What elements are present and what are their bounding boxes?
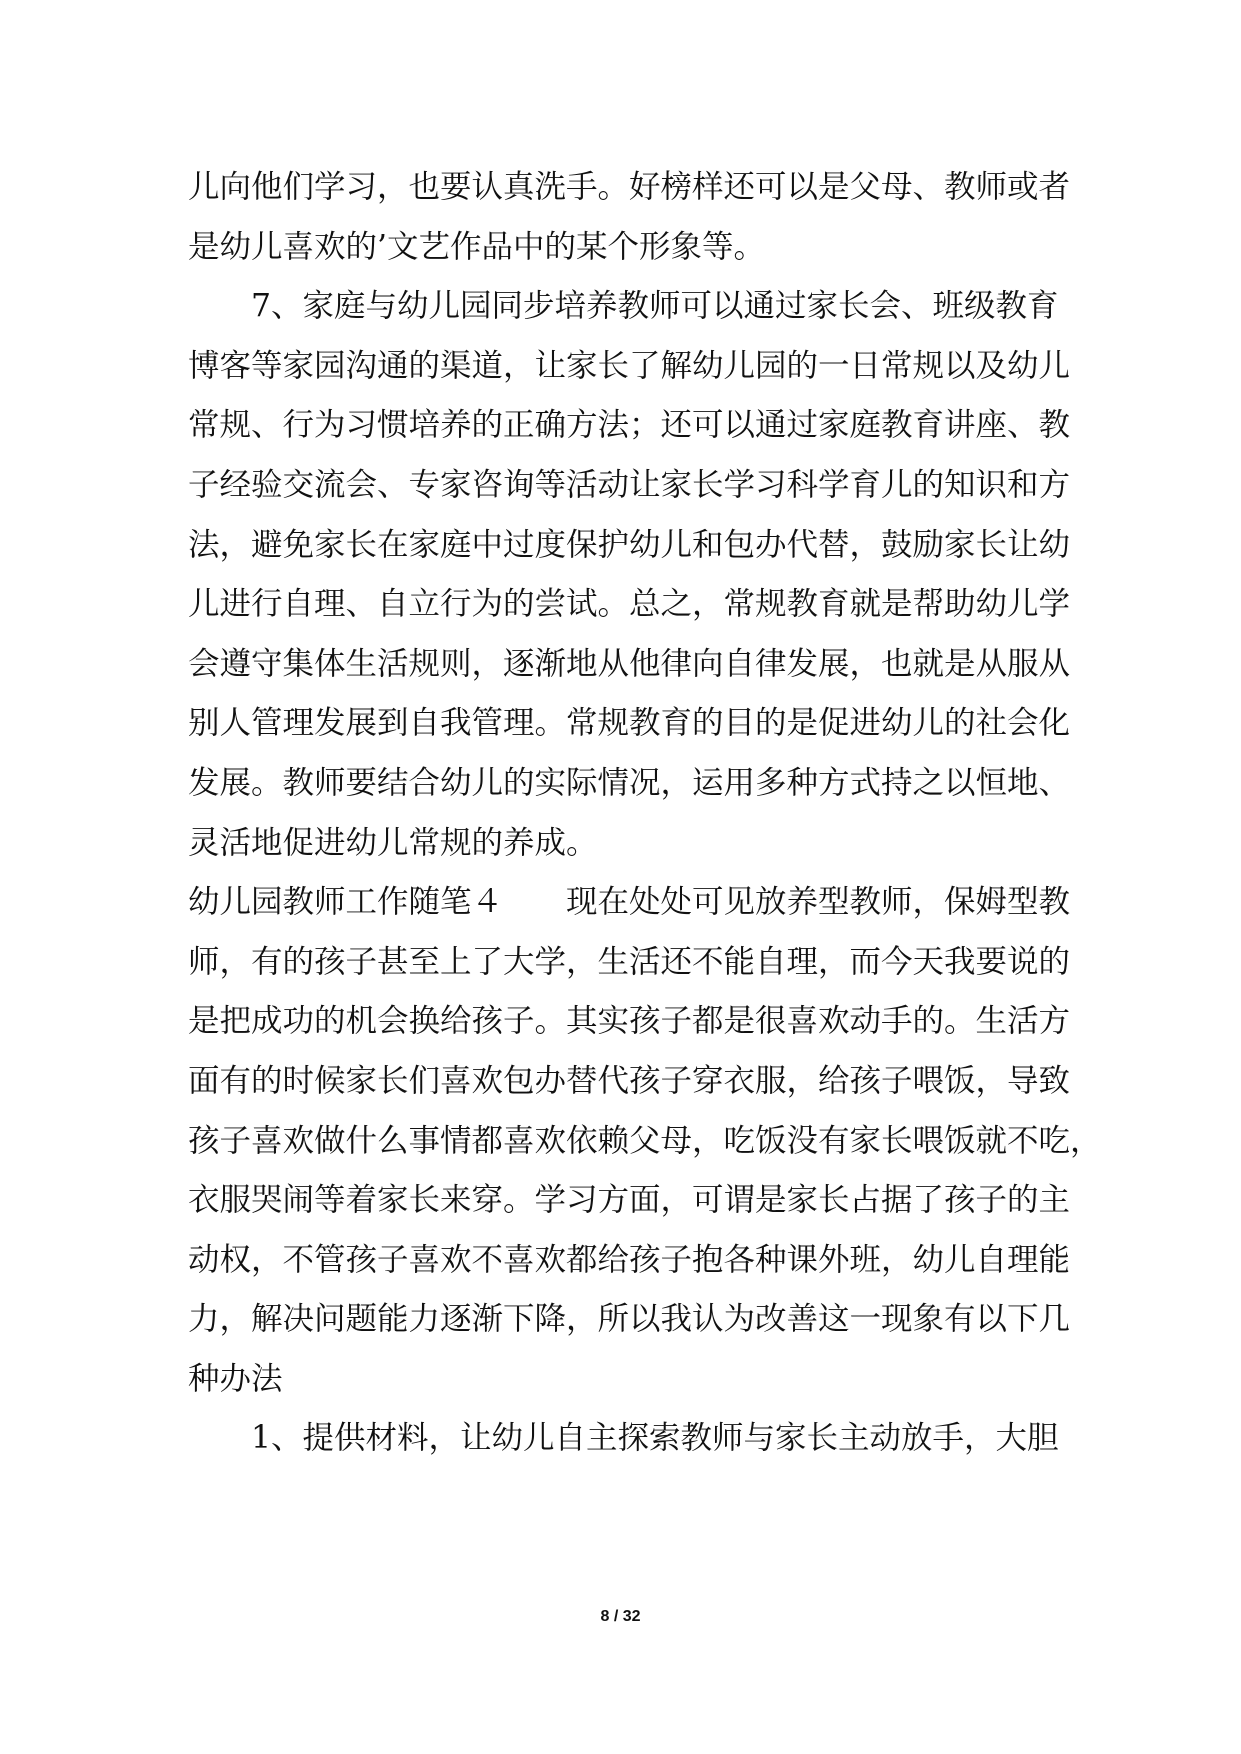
text-line: 衣服哭闹等着家长来穿。学习方面，可谓是家长占据了孩子的主 (188, 1182, 1071, 1219)
text-line: 1、提供材料，让幼儿自主探索教师与家长主动放手，大胆 (188, 1420, 1059, 1457)
text-line: 子经验交流会、专家咨询等活动让家长学习科学育儿的知识和方 (188, 466, 1071, 503)
text-line: 博客等家园沟通的渠道，让家长了解幼儿园的一日常规以及幼儿 (188, 347, 1071, 384)
text-line: 动权，不管孩子喜欢不喜欢都给孩子抱各种课外班，幼儿自理能 (188, 1241, 1071, 1278)
text-line: 会遵守集体生活规则，逐渐地从他律向自律发展，也就是从服从 (188, 645, 1071, 682)
text-line: 常规、行为习惯培养的正确方法；还可以通过家庭教育讲座、教 (188, 407, 1071, 444)
text-line: 别人管理发展到自我管理。常规教育的目的是促进幼儿的社会化 (188, 705, 1071, 742)
text-line: 7、家庭与幼儿园同步培养教师可以通过家长会、班级教育 (188, 288, 1059, 325)
section-heading-line: 幼儿园教师工作随笔４ 现在处处可见放养型教师，保姆型教 (188, 884, 1071, 921)
text-line: 儿进行自理、自立行为的尝试。总之，常规教育就是帮助幼儿学 (188, 586, 1071, 623)
text-line: 灵活地促进幼儿常规的养成。 (188, 824, 598, 861)
text-line: 孩子喜欢做什么事情都喜欢依赖父母，吃饭没有家长喂饭就不吃， (188, 1122, 1102, 1159)
text-line: 儿向他们学习，也要认真洗手。好榜样还可以是父母、教师或者 (188, 169, 1071, 205)
text-line: 面有的时候家长们喜欢包办替代孩子穿衣服，给孩子喂饭，导致 (188, 1062, 1071, 1099)
text-line: 是把成功的机会换给孩子。其实孩子都是很喜欢动手的。生活方 (188, 1003, 1071, 1040)
text-line: 师，有的孩子甚至上了大学，生活还不能自理，而今天我要说的 (188, 943, 1071, 980)
text-line: 力，解决问题能力逐渐下降，所以我认为改善这一现象有以下几 (188, 1301, 1071, 1338)
page-number: 8 / 32 (600, 1608, 641, 1625)
text-line: 法，避免家长在家庭中过度保护幼儿和包办代替，鼓励家长让幼 (188, 526, 1071, 563)
text-line: 是幼儿喜欢的’文艺作品中的某个形象等。 (188, 228, 766, 265)
text-line: 种办法 (188, 1360, 283, 1397)
body-text (188, 158, 1102, 1469)
text-line: 发展。教师要结合幼儿的实际情况，运用多种方式持之以恒地、 (188, 764, 1071, 801)
